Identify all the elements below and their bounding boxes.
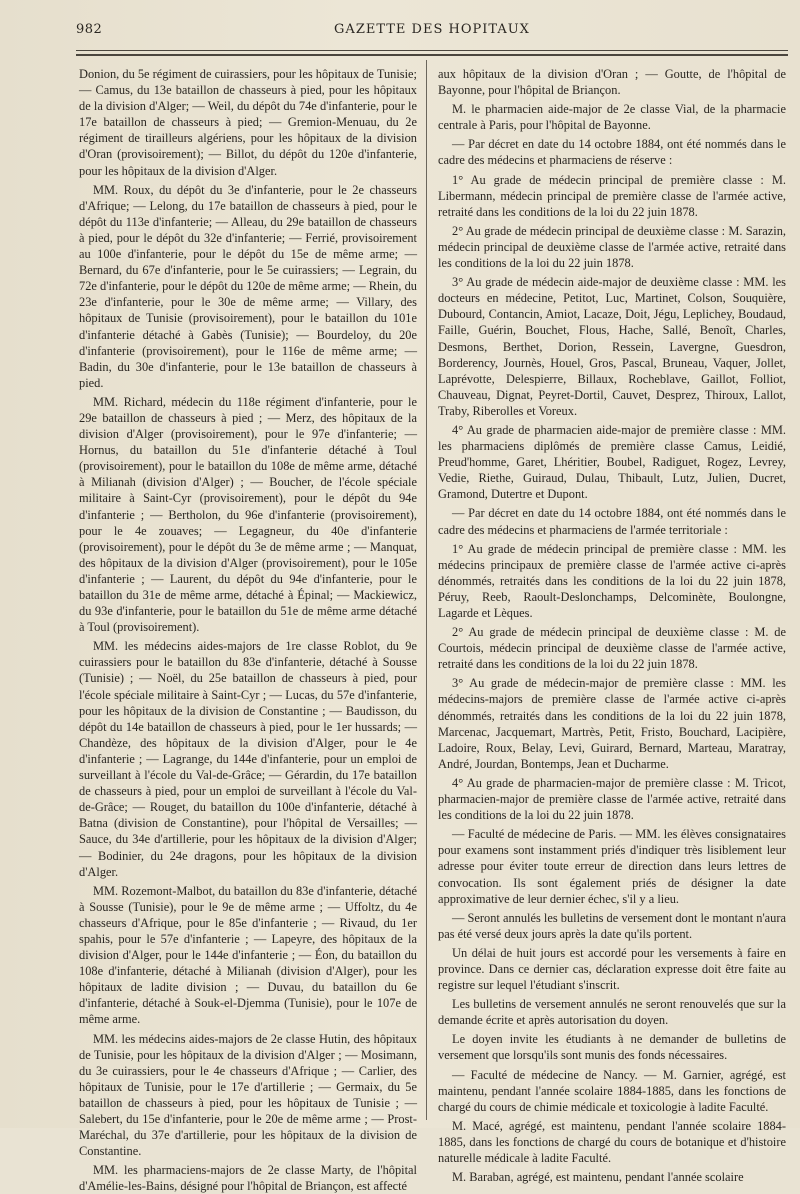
paragraph: MM. Richard, médecin du 118e régiment d'infanterie, pour le 29e bataillon de chasseurs à pied ; — Merz, des hôpitaux de la division d'Alger (provisoirement), pour le 97e d'infanterie; — Hornus, du bataillon du 51e d'infanterie détaché à Toul (provisoirement), pour le bataillon du 108e de même arme, détaché à Milianah (division d'Alger) ; — Boucher, de l'école spéciale militaire à Saint-Cyr (provisoirement), pour le dépôt du 94e d'infanterie ; — Bertholon, du 96e d'infanterie (provisoirement), pour le 4e zouaves; — Legagneur, du 40e d'infanterie (provisoirement), pour le dépôt du 3e de même arme ; — Manquat, des hôpitaux de la division d'Alger (provisoirement), pour le 105e d'infanterie ; — Laurent, du dépôt du 94e d'infanterie, pour le bataillon du 31e de même arme, détaché à Épinal; — Mackiewicz, du 93e d'infanterie, pour le bataillon du 51e de même arme détaché à Toul (provisoirement). [79,394,417,635]
paragraph: — Par décret en date du 14 octobre 1884, ont été nommés dans le cadre des médecins et pharmaciens de l'armée territoriale : [438,506,786,537]
paragraph: 1° Au grade de médecin principal de première classe : MM. les médecins principaux de première classe de l'armée active ci-après dénommés, retraités dans les conditions de la loi du 22 juin 1878, Péruy, Reeb, Raoult-Deslonchamps, Delcominète, Boulongne, Lagarde et Lèques. [438,541,786,620]
paragraph: Les bulletins de versement annulés ne seront renouvelés que sur la demande écrite et après autorisation du doyen. [438,997,786,1028]
column-divider [426,60,427,1120]
paragraph: 1° Au grade de médecin principal de première classe : M. Libermann, médecin principal de première classe de l'armée active, retraité dans les conditions de la loi du 22 juin 1878. [438,172,786,219]
right-column [438,66,786,1185]
paragraph: — Faculté de médecine de Paris. — MM. les élèves consignataires pour examens sont instamment priés d'indiquer très lisiblement leur adresse pour éviter toute erreur de direction dans leurs lettres de convocation. Ils sont également priés de désigner la date approximative de leur dernier échec, s'il y a lieu. [438,827,786,906]
paragraph: M. le pharmacien aide-major de 2e classe Vial, de la pharmacie centrale à Paris, pour l'hôpital de Bayonne. [438,102,786,133]
paragraph: MM. Roux, du dépôt du 3e d'infanterie, pour le 2e chasseurs d'Afrique; — Lelong, du 17e bataillon de chasseurs à pied, pour le dépôt du 113e d'infanterie; — Alleau, du 29e bataillon de chasseurs à pied, pour le dépôt du 32e d'infanterie; — Ferrié, provisoirement au 100e d'infanterie, pour le dépôt du 15e de même arme; — Bernard, du 67e d'infanterie, pour le 5e cuirassiers; — Legrain, du 72e d'infanterie, pour le dépôt du 120e de même arme; — Rhein, du 23e d'infanterie, pour le 30e de même arme; — Villary, des hôpitaux de Tunisie (provisoirement), pour le bataillon du 101e d'infanterie détaché à Gabès (Tunisie); — Bourdeloy, du 20e d'infanterie (provisoirement), pour le 116e de même arme; — Badin, du 30e d'infanterie, pour le 13e bataillon de chasseurs à pied. [79,182,417,390]
journal-title: GAZETTE DES HOPITAUX [334,22,530,37]
page-number: 982 [76,22,103,37]
header-rule [76,50,788,51]
paragraph: Donion, du 5e régiment de cuirassiers, pour les hôpitaux de Tunisie; — Camus, du 13e bataillon de chasseurs à pied, pour les hôpitaux de la division d'Alger; — Weil, du dépôt du 74e d'infanterie, pour le 17e bataillon de chasseurs à pied; — Gremion-Menuau, du 2e régiment de tirailleurs algériens, pour les hôpitaux de la division d'Oran (provisoirement); — Billot, du dépôt du 120e d'infanterie, pour les hôpitaux de la division d'Alger. [79,67,417,178]
paragraph: 3° Au grade de médecin-major de première classe : MM. les médecins-majors de première classe de l'armée active ci-après dénommés, retraités dans les conditions de la loi du 22 juin 1878, Marcenac, Jacquemart, Martrès, Petit, Fristo, Bouchard, Lacipière, Ladoire, Roux, Belay, Levi, Guirard, Bernard, Marteau, Maratray, André, Jourdan, Bontemps, Jean et Ducharme. [438,676,786,771]
paragraph: M. Baraban, agrégé, est maintenu, pendant l'année scolaire [452,1170,744,1185]
header-rule-thick [76,54,788,56]
paragraph: MM. les médecins aides-majors de 1re classe Roblot, du 9e cuirassiers pour le bataillon du 83e d'infanterie, détaché à Sousse (Tunisie) ; — Noël, du 25e bataillon de chasseurs à pied, pour l'école spéciale militaire à Saint-Cyr ; — Lucas, du 57e d'infanterie, pour les hôpitaux de la division de Constantine ; — Baudisson, du dépôt du 14e bataillon de chasseurs à pied, pour le 1er hussards; — Chandèze, des hôpitaux de la division d'Alger, pour le 4e d'infanterie ; — Lagrange, du 144e d'infanterie, pour un emploi de surveillant à l'école du Val-de-Grâce; — Gérardin, du 17e bataillon de chasseurs à pied, pour un emploi de surveillant à l'école du Val-de-Grâce; — Rouget, du bataillon du 100e d'infanterie, détaché à Batna (division de Constantine), pour l'hôpital de Versailles; — Sauce, du 34e d'artillerie, pour les hôpitaux de la division d'Alger; — Bodinier, du 24e dragons, pour les hôpitaux de la division d'Alger. [79,639,417,879]
paragraph: 3° Au grade de médecin aide-major de deuxième classe : MM. les docteurs en médecine, Petitot, Luc, Martinet, Colson, Souquière, Dubourd, Contancin, Amiot, Lacaze, Doit, Jégu, Leplichey, Boudaud, Faille, Guérin, Bouchet, Flous, Hache, Sallé, Benoît, Charles, Desmons, Berthet, Dorion, Ressein, Lavergne, Guesdron, Borderency, Journès, Houel, Gros, Pascal, Bruneau, Vaquer, Jollet, Laprévotte, Delespierre, Billaux, Rocheblave, Gaillot, Folliot, Chauveau, Dignat, Peyret-Dortil, Cauvet, Desprez, Thiroux, Lallot, Traby, Riberolles et Voreux. [438,275,786,418]
paragraph: 4° Au grade de pharmacien aide-major de première classe : MM. les pharmaciens diplômés de première classe Camus, Leidié, Preud'homme, Garet, Lhéritier, Boubel, Radiguet, Rogez, Levrey, Vedie, Riethe, Guiraud, Dulau, Thibault, Lutz, Julien, Ducret, Gramond, Dutertre et Dupont. [438,422,786,502]
paragraph: — Faculté de médecine de Nancy. — M. Garnier, agrégé, est maintenu, pendant l'année scolaire 1884-1885, dans les fonctions de chargé du cours de chimie médicale et toxicologie à ladite Faculté. [438,1067,786,1114]
left-column [79,66,417,1194]
paragraph: M. Macé, agrégé, est maintenu, pendant l'année scolaire 1884-1885, dans les fonctions de chargé du cours de botanique et d'histoire naturelle médicale à ladite Faculté. [438,1118,786,1165]
paragraph: Le doyen invite les étudiants à ne demander de bulletins de versement que lorsqu'ils sont munis des fonds nécessaires. [438,1032,786,1063]
paragraph: 4° Au grade de pharmacien-major de première classe : M. Tricot, pharmacien-major de première classe de l'armée active, retraité dans les conditions de la loi du 22 juin 1878. [438,775,786,823]
paragraph: MM. les pharmaciens-majors de 2e classe Marty, de l'hôpital d'Amélie-les-Bains, désigné pour l'hôpital de Briançon, est affecté [79,1163,417,1194]
paragraph: MM. les médecins aides-majors de 2e classe Hutin, des hôpitaux de Tunisie, pour les hôpitaux de la division d'Alger ; — Mosimann, du 3e cuirassiers, pour le 4e chasseurs d'Afrique ; — Carlier, des hôpitaux de Tunisie, pour le 17e d'artillerie ; — Germaix, du 5e bataillon de chasseurs à pied, pour les hôpitaux de Tunisie ; — Salebert, du 15e d'infanterie, pour le 20e de même arme ; — Prost-Maréchal, du 37e d'artillerie, pour les hôpitaux de la division de Constantine. [79,1031,417,1159]
paragraph: aux hôpitaux de la division d'Oran ; — Goutte, de l'hôpital de Bayonne, pour l'hôpital de Briançon. [438,67,786,98]
paragraph: 2° Au grade de médecin principal de deuxième classe : M. de Courtois, médecin principal de deuxième classe de l'armée active, retraité dans les conditions de la loi du 22 juin 1878. [438,625,786,672]
paragraph: — Seront annulés les bulletins de versement dont le montant n'aura pas été versé deux jours après la date qu'ils portent. [438,910,786,941]
page-header [76,22,788,48]
paragraph: MM. Rozemont-Malbot, du bataillon du 83e d'infanterie, détaché à Sousse (Tunisie), pour le 9e de même arme ; — Uffoltz, du 4e chasseurs d'Afrique, pour le 85e d'infanterie ; — Rivaud, du 1er spahis, pour le 57e d'infanterie ; — Lapeyre, des hôpitaux de la division d'Alger, pour le 144e d'infanterie ; — Éon, du bataillon du 108e d'infanterie, détaché à Milianah (division d'Alger), pour les hôpitaux de ladite division ; — Duvau, du bataillon du 6e d'infanterie, détaché à Souk-el-Djemma (Tunisie), pour le 107e de même arme. [79,883,417,1027]
paragraph: Un délai de huit jours est accordé pour les versements à faire en province. Dans ce dernier cas, déclaration expresse doit être faite au registre sur lequel l'étudiant s'inscrit. [438,945,786,993]
paragraph: — Par décret en date du 14 octobre 1884, ont été nommés dans le cadre des médecins et pharmaciens de réserve : [438,137,786,168]
paragraph: 2° Au grade de médecin principal de deuxième classe : M. Sarazin, médecin principal de deuxième classe de l'armée active, retraité dans les conditions de la loi du 22 juin 1878. [438,223,786,271]
